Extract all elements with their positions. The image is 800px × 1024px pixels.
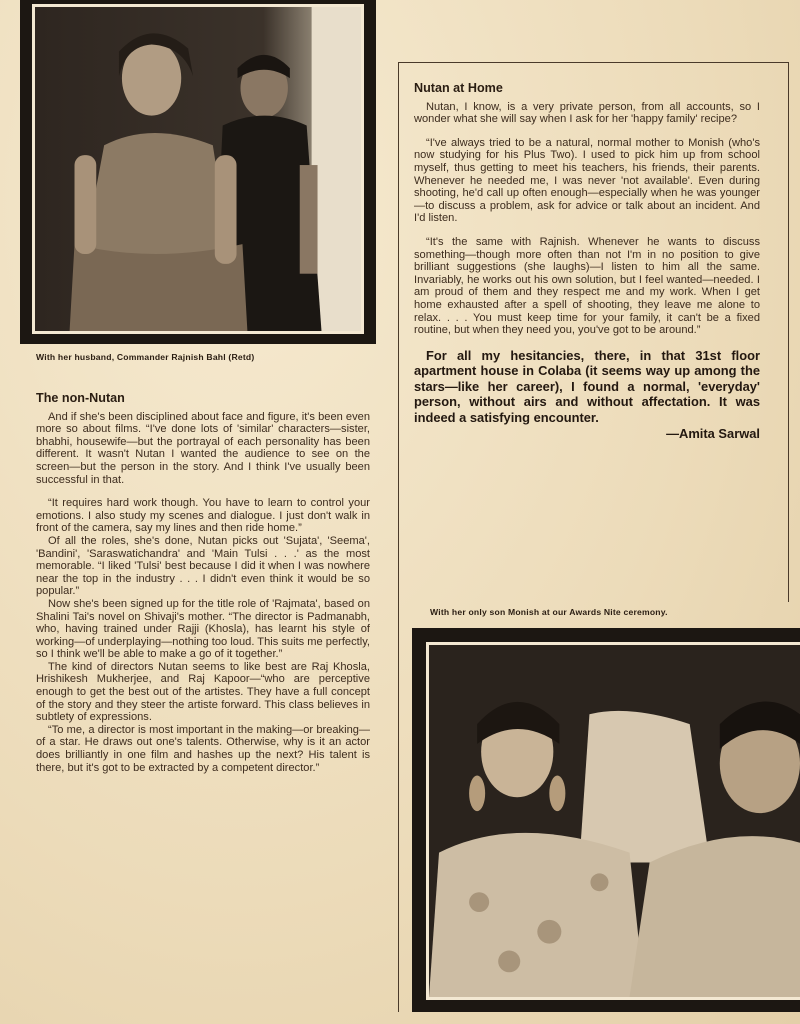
paragraph: “I've always tried to be a natural, normal mother to Monish (who's now studying for his Plus Two). I used to pick him up from school myself, thus getting to meet his teachers, his friends, their parents. Whenever he needed me, I was never 'not available'. Even during shooting, he'd call up often enough—especially when he was younger—to discuss a problem, ask for advice or talk about an incident. And I'd listen. xyxy=(414,136,760,225)
column-divider xyxy=(398,62,399,1012)
right-column xyxy=(414,82,760,440)
author-signature: —Amita Sarwal xyxy=(666,425,760,441)
photo-nutan-with-son xyxy=(412,628,800,1012)
right-box-side-rule xyxy=(788,62,789,602)
paragraph: “It's the same with Rajnish. Whenever he wants to discuss something—though more often than not I'm in no position to give brilliant suggestions (she laughs)—I listen to him all the same. Invariably, he works out his own solution, but I feel wanted—needed. I am proud of them and they respect me and my work. When I get home exhausted after a spell of shooting, they leave me alone to relax. . . . You must keep time for your family, it can't be a fixed routine, but when they need you, you've got to be around.” xyxy=(414,235,760,337)
paragraph: Nutan, I know, is a very private person, from all accounts, so I wonder what she will say when I ask for her 'happy family' recipe? xyxy=(414,100,760,126)
paragraph: Of all the roles, she's done, Nutan picks out 'Sujata', 'Seema', 'Bandini', 'Saraswatichandra' and 'Main Tulsi . . .' as the most memorable. “I liked 'Tulsi' best because I did it when I was nowhere near the top in the industry . . . I didn't even think it would be so popular.” xyxy=(36,534,370,598)
photo-caption-top: With her husband, Commander Rajnish Bahl (Retd) xyxy=(36,352,255,362)
photo-mother-son-illustration xyxy=(429,645,800,997)
closing-paragraph: For all my hesitancies, there, in that 31st floor apartment house in Colaba (it seems way up among the stars—like her career), I found a normal, 'everyday' person, without airs and without affectation. It was indeed a satisfying encounter. xyxy=(414,347,760,426)
paragraph: Now she's been signed up for the title role of 'Rajmata', based on Shalini Tai's novel on Shivaji's mother. “The director is Padmanabh, who, having trained under Rajji (Khosla), has learnt his style of working—of underplaying—nothing too loud. This suits me perfectly, so I think we'll be able to make a go of it together.” xyxy=(36,597,370,661)
photo-nutan-with-husband xyxy=(20,0,376,344)
photo-caption-bottom: With her only son Monish at our Awards Nite ceremony. xyxy=(430,607,668,617)
right-box-top-rule xyxy=(398,62,788,63)
photo-couple-illustration xyxy=(35,7,361,331)
paragraph: And if she's been disciplined about face and figure, it's been even more so about films. “I've done lots of 'similar' characters—sister, bhabhi, housewife—but the portrayal of each personality has been different. It wasn't Nutan I wanted the audience to see on the screen—but the person in the story. And I think I've usually been successful in that. xyxy=(36,410,370,486)
section-heading-non-nutan: The non-Nutan xyxy=(36,391,125,405)
paragraph: The kind of directors Nutan seems to like best are Raj Khosla, Hrishikesh Mukherjee, and Raj Kapoor—“who are perceptive enough to get the best out of the artistes. They have a full concept of the story and they steer the artiste forward. This class believes in subtlety of expressions. xyxy=(36,660,370,724)
paragraph: “To me, a director is most important in the making—or breaking—of a star. He draws out one's talents. Otherwise, why is it an actor does brilliantly in one film and hashes up the next? His talent is there, but it's got to be extracted by a competent director.” xyxy=(36,723,370,774)
paragraph: “It requires hard work though. You have to learn to control your emotions. I also study my scenes and dialogue. I just don't walk in front of the camera, say my lines and then ride home.” xyxy=(36,497,370,535)
left-column xyxy=(36,392,370,774)
section-heading-nutan-at-home: Nutan at Home xyxy=(414,81,503,95)
